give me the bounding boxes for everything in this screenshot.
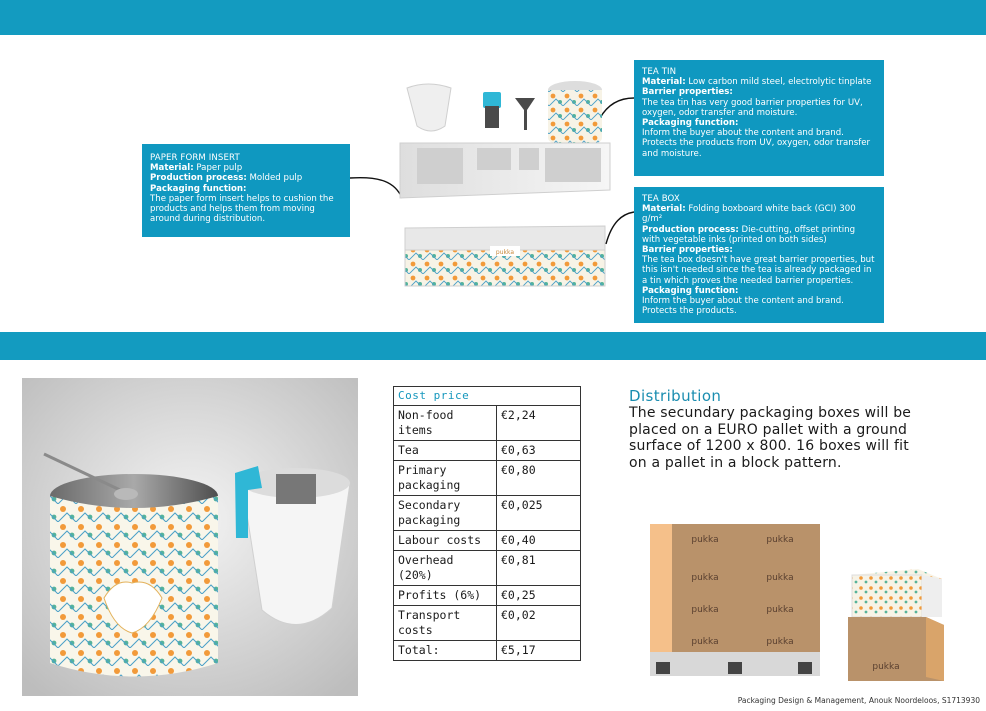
table-row bbox=[394, 461, 581, 496]
paper-process: Molded pulp bbox=[246, 173, 303, 184]
pallet-illustration bbox=[650, 520, 822, 680]
pallet-brand-label: pukka bbox=[766, 605, 794, 615]
cost-label: Secondary packaging bbox=[394, 496, 497, 531]
pallet-brand-label: pukka bbox=[691, 535, 719, 545]
carton-brand-label: pukka bbox=[872, 662, 900, 672]
cost-value: €0,025 bbox=[497, 496, 581, 531]
table-row bbox=[394, 606, 581, 641]
tea-box-callout bbox=[634, 187, 884, 323]
table-row bbox=[394, 441, 581, 461]
table-row bbox=[394, 496, 581, 531]
table-row bbox=[394, 586, 581, 606]
paper-insert-title: PAPER FORM INSERT bbox=[150, 153, 240, 163]
paper-insert-callout bbox=[142, 144, 350, 237]
box-barrier-text: The tea box doesn't have great barrier properties, but this isn't needed since the tea is already packaged in a tin which proves the needed barrier properties. bbox=[642, 255, 875, 286]
cost-value: €0,25 bbox=[497, 586, 581, 606]
pallet-brand-label: pukka bbox=[766, 573, 794, 583]
cost-value: €2,24 bbox=[497, 406, 581, 441]
middle-band bbox=[0, 332, 986, 360]
box-process: Die-cutting, offset printing with vegetable inks (printed on both sides) bbox=[642, 224, 856, 245]
pallet-brand-label: pukka bbox=[691, 605, 719, 615]
pallet-brand-label: pukka bbox=[691, 637, 719, 647]
cost-value: €0,02 bbox=[497, 606, 581, 641]
paper-material: Paper pulp bbox=[193, 163, 243, 174]
table-row bbox=[394, 551, 581, 586]
cost-value: €0,40 bbox=[497, 531, 581, 551]
box-material: Folding boxboard white back (GCI) 300 g/m² bbox=[642, 204, 856, 225]
cost-label: Primary packaging bbox=[394, 461, 497, 496]
tin-function-text: Inform the buyer about the content and brand. Protects the products from UV, oxygen, odor transfer and moisture. bbox=[642, 128, 871, 159]
tin-barrier-text: The tea tin has very good barrier properties for UV, oxygen, odor transfer and moisture. bbox=[642, 97, 863, 118]
tea-tin-title: TEA TIN bbox=[642, 67, 677, 77]
box-function-text: Inform the buyer about the content and brand. Protects the products. bbox=[642, 296, 844, 317]
pallet-brand-label: pukka bbox=[766, 637, 794, 647]
paper-function-text: The paper form insert helps to cushion the products and helps them from moving around during distribution. bbox=[150, 193, 334, 225]
cost-label: Labour costs bbox=[394, 531, 497, 551]
distribution-title: Distribution bbox=[629, 387, 722, 405]
paper-process-label: Production process: bbox=[150, 173, 247, 184]
box-material-label: Material: bbox=[642, 204, 686, 215]
tea-box-title: TEA BOX bbox=[642, 194, 680, 204]
cost-price-table bbox=[393, 386, 581, 661]
cost-label: Profits (6%) bbox=[394, 586, 497, 606]
paper-function-label: Packaging function: bbox=[150, 183, 247, 194]
table-row bbox=[394, 406, 581, 441]
brand-label-box: pukka bbox=[495, 249, 515, 256]
total-label: Total: bbox=[394, 641, 497, 661]
cost-label: Tea bbox=[394, 441, 497, 461]
footer-credit: Packaging Design & Management, Anouk Noordeloos, S1713930 bbox=[737, 696, 980, 705]
cost-label: Transport costs bbox=[394, 606, 497, 641]
pallet-brand-label: pukka bbox=[691, 573, 719, 583]
table-row bbox=[394, 531, 581, 551]
cost-value: €0,80 bbox=[497, 461, 581, 496]
tin-material: Low carbon mild steel, electrolytic tinplate bbox=[685, 77, 872, 88]
cost-label: Overhead (20%) bbox=[394, 551, 497, 586]
cost-value: €0,81 bbox=[497, 551, 581, 586]
cost-label: Non-food items bbox=[394, 406, 497, 441]
cost-value: €0,63 bbox=[497, 441, 581, 461]
pallet-brand-label: pukka bbox=[766, 535, 794, 545]
tin-and-cup-render bbox=[22, 378, 358, 696]
box-function-label: Packaging function: bbox=[642, 285, 739, 296]
paper-material-label: Material: bbox=[150, 163, 194, 174]
table-row-total bbox=[394, 641, 581, 661]
tin-barrier-label: Barrier properties: bbox=[642, 87, 733, 98]
distribution-text: The secundary packaging boxes will be placed on a EURO pallet with a ground surface of 1200 x 800. 16 boxes will fit on a pallet in a block pattern. bbox=[629, 405, 912, 471]
box-barrier-label: Barrier properties: bbox=[642, 245, 733, 256]
tin-material-label: Material: bbox=[642, 77, 686, 88]
box-process-label: Production process: bbox=[642, 224, 739, 235]
product-exploded-illustration bbox=[395, 78, 635, 300]
tin-function-label: Packaging function: bbox=[642, 118, 739, 129]
cost-table-header: Cost price bbox=[394, 387, 581, 406]
top-band bbox=[0, 0, 986, 35]
total-value: €5,17 bbox=[497, 641, 581, 661]
carton-illustration bbox=[848, 565, 944, 683]
tea-tin-callout bbox=[634, 60, 884, 176]
